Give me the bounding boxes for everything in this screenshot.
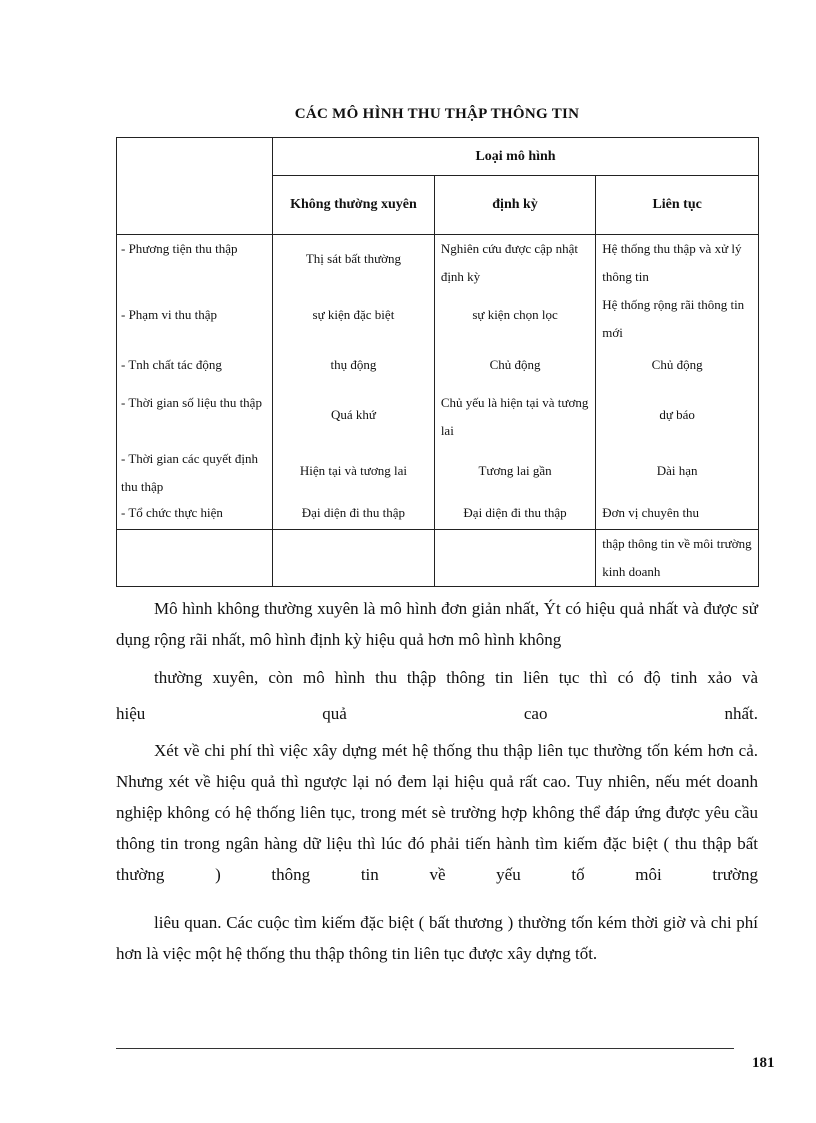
list-item: Đại diện đi thu thập (463, 505, 567, 520)
criterion-data-time: - Thời gian số liệu thu thập (121, 395, 262, 410)
criterion-means: - Phương tiện thu thập (121, 241, 238, 256)
list-item: Thị sát bất thường (305, 251, 402, 266)
page-title: CÁC MÔ HÌNH THU THẬP THÔNG TIN (294, 106, 580, 122)
continuous-column (596, 235, 759, 530)
paragraph-3: liêu quan. Các cuộc tìm kiếm đặc biệt ( bất thương ) thường tốn kém thời giờ và chi phí hơn là việc một hệ thống thu thập thông tin liên tục được xây dựng tốt. (116, 913, 758, 963)
list-item: Đại diện đi thu thập (301, 505, 406, 520)
list-item: Hệ thống thu thập và xử lý thông tin (602, 241, 742, 284)
criterion-organization: - Tổ chức thực hiện (121, 505, 223, 520)
paragraph-1c (116, 698, 758, 729)
criterion-nature: - Tnh chất tác động (121, 357, 222, 372)
model-type-header: Loại mô hình (273, 138, 759, 176)
paragraph-1b: thường xuyên, còn mô hình thu thập thông tin liên tục thì có độ tinh xảo và (154, 668, 758, 687)
irregular-column (273, 235, 435, 530)
list-item: sự kiện đặc biệt (312, 307, 395, 322)
list-item: Chủ yếu là hiện tại và tương lai (440, 395, 589, 438)
list-item: sự kiện chọn lọc (472, 307, 558, 322)
word: cao (523, 704, 548, 723)
list-item: Tương lai gần (478, 463, 552, 478)
word: quả (322, 704, 347, 723)
criterion-decision-time: - Thời gian các quyết định thu thập (121, 451, 258, 494)
word: nhất. (724, 704, 758, 723)
criteria-column (117, 235, 273, 530)
column-header-irregular: Không thường xuyên (273, 176, 435, 235)
table-corner-cell (117, 138, 273, 235)
list-item: Dài hạn (656, 463, 698, 478)
paragraph-2: Xét về chi phí thì việc xây dựng mét hệ thống thu thập liên tục thường tốn kém hơn cả. Nhưng xét về hiệu quả thì ngược lại nó đem lại hiệu quả rất cao. Tuy nhiên, nếu mét doanh nghiệp không có hệ thống liên tục, trong mét sè trường hợp không thể đáp ứng được yêu cầu thông tin trong ngân hàng dữ liệu thì lúc đó phải tiến hành tìm kiếm đặc biệt ( thu thập bất thường ) thông tin về yếu tố môi trường (116, 741, 758, 884)
list-item: Hiện tại và tương lai (299, 463, 407, 478)
list-item: Đơn vị chuyên thu (602, 505, 700, 520)
column-header-continuous: Liên tục (596, 176, 759, 235)
list-item: Chủ động (651, 357, 703, 372)
collection-models-table (116, 137, 759, 587)
list-item: Quá khứ (330, 407, 376, 422)
list-item: Chủ động (489, 357, 541, 372)
periodic-column (434, 235, 595, 530)
list-item: dự báo (659, 407, 695, 422)
page-number: 181 (752, 1055, 775, 1071)
list-item: Nghiên cứu được cập nhật định kỳ (440, 241, 579, 284)
criterion-scope: - Phạm vi thu thập (121, 307, 218, 322)
continuous-org-continuation: thập thông tin về môi trường kinh doanh (596, 530, 759, 587)
list-item: Hệ thống rộng rãi thông tin mới (602, 297, 745, 340)
footer-rule (116, 1048, 734, 1049)
column-header-periodic: định kỳ (434, 176, 595, 235)
list-item: thụ động (330, 357, 377, 372)
word: hiệu (116, 704, 146, 723)
paragraph-1a: Mô hình không thường xuyên là mô hình đơn giản nhất, Ýt có hiệu quả nhất và được sử dụng rộng rãi nhất, mô hình định kỳ hiệu quả hơn mô hình không (116, 599, 758, 649)
